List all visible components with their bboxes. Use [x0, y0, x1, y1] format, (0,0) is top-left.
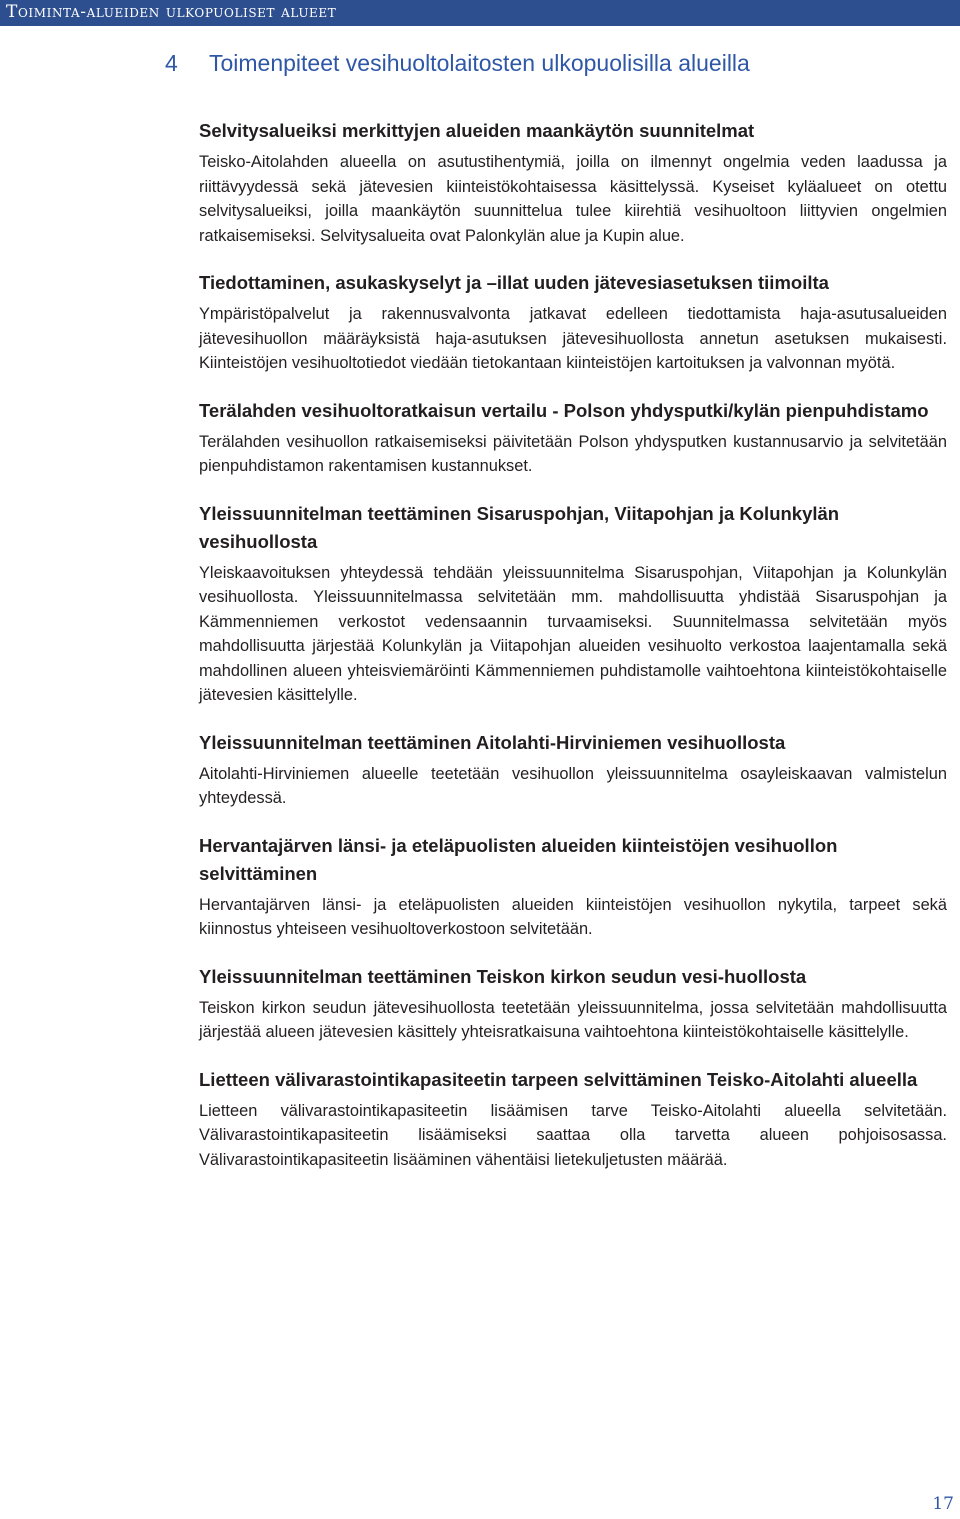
- section-aitolahti-hirviniemi: [199, 729, 947, 811]
- section-teiskon-kirkko: [199, 963, 947, 1045]
- section-body: Hervantajärven länsi- ja eteläpuolisten alueiden kiinteistöjen vesihuollon nykytila, tarpeet sekä kiinnostus yhteiseen vesihuoltoverkostoon selvitetään.: [199, 895, 947, 938]
- section-body: Teiskon kirkon seudun jätevesihuollosta teetetään yleissuunnitelma, jossa selvitetään mahdollisuutta järjestää alueen jätevesien käsittely yhteisratkaisuna vaihtoehtona kiinteistökohtaiselle käsittelylle.: [199, 998, 947, 1041]
- page-body: [199, 117, 947, 1172]
- section-body: Lietteen välivarastointikapasiteetin lisäämisen tarve Teisko-Aitolahti alueella selvitetään. Välivarastointikapasiteetin lisäämiseksi saattaa olla tarvetta alueen pohjoisosassa. Välivarastointikapasiteetin lisääminen vähentäisi lietekuljetusten määrää.: [199, 1101, 947, 1169]
- section-heading: Terälahden vesihuoltoratkaisun vertailu - Polson yhdysputki/kylän pienpuhdistamo: [199, 399, 929, 421]
- section-body: Yleiskaavoituksen yhteydessä tehdään yleissuunnitelma Sisaruspohjan, Viitapohjan ja Kolunkylän vesihuollosta. Yleissuunnitelmassa selvitetään mm. mahdollisuutta yhdistää Sisaruspohjan ja Kämmenniemen verkostot vedensaannin turvaamiseksi. Suunnitelmassa selvitetään myös mahdollisuutta järjestää Kolunkylän ja Viitapohjan alueiden vesihuolto verkostoa laajentamalla sekä mahdollinen alueen yhteisviemäröinti Kämmenniemen puhdistamolle vaihtoehtona kiinteistökohtaiselle jätevesien käsittelylle.: [199, 563, 947, 704]
- page-number: 17: [932, 1494, 954, 1514]
- section-heading: Tiedottaminen, asukaskyselyt ja –illat uuden jätevesiasetuksen tiimoilta: [199, 272, 829, 293]
- section-heading: Selvitysalueiksi merkittyjen alueiden maankäytön suunnitelmat: [199, 120, 755, 141]
- section-heading: Yleissuunnitelman teettäminen Teiskon kirkon seudun vesi-huollosta: [199, 965, 807, 987]
- section-selvitysalueet: [199, 117, 947, 248]
- section-teralahti: [199, 397, 947, 479]
- section-heading: Yleissuunnitelman teettäminen Aitolahti-Hirviniemen vesihuollosta: [199, 731, 786, 753]
- section-hervantajarvi: [199, 832, 947, 942]
- section-body: Ympäristöpalvelut ja rakennusvalvonta jatkavat edelleen tiedottamista haja-asutusalueiden jätevesihuollon määräyksistä haja-asutuksen jätevesihuollosta annetun asetuksen mukaisesti. Kiinteistöjen vesihuoltotiedot viedään tietokantaan kiinteistöjen kartoituksen ja valvonnan myötä.: [199, 305, 947, 372]
- chapter-heading: [165, 50, 750, 77]
- running-header-bar: [0, 0, 960, 26]
- running-header-title: Toiminta-alueiden ulkopuoliset alueet: [6, 2, 337, 22]
- section-body: Teisko-Aitolahden alueella on asutustihentymiä, joilla on ilmennyt ongelmia veden laadussa ja riittävyydessä sekä jätevesien kiinteistökohtaisessa käsittelyssä. Kyseiset kyläalueet on otettu selvitysalueiksi, joilla maankäytön suunnittelua tulee kiirehtiä vesihuoltoon liittyvien ongelmien ratkaisemiseksi. Selvitysalueita ovat Palonkylän alue ja Kupin alue.: [199, 153, 947, 245]
- section-lietteen-valivarastointi: [199, 1066, 947, 1173]
- section-body: Terälahden vesihuollon ratkaisemiseksi päivitetään Polson yhdysputken kustannusarvio ja selvitetään pienpuhdistamon rakentamisen kustannukset.: [199, 432, 947, 475]
- section-body: Aitolahti-Hirviniemen alueelle teetetään vesihuollon yleissuunnitelma osayleiskaavan valmistelun yhteydessä.: [199, 764, 947, 807]
- chapter-number: 4: [165, 50, 178, 76]
- section-sisaruspohja: [199, 500, 947, 708]
- chapter-title: Toimenpiteet vesihuoltolaitosten ulkopuolisilla alueilla: [209, 50, 750, 76]
- section-tiedottaminen: [199, 269, 947, 376]
- section-heading: Lietteen välivarastointikapasiteetin tarpeen selvittäminen Teisko-Aitolahti alueella: [199, 1068, 918, 1090]
- section-heading: Yleissuunnitelman teettäminen Sisaruspohjan, Viitapohjan ja Kolunkylän vesihuollosta: [199, 502, 840, 552]
- section-heading: Hervantajärven länsi- ja eteläpuolisten alueiden kiinteistöjen vesihuollon selvittäminen: [199, 834, 838, 884]
